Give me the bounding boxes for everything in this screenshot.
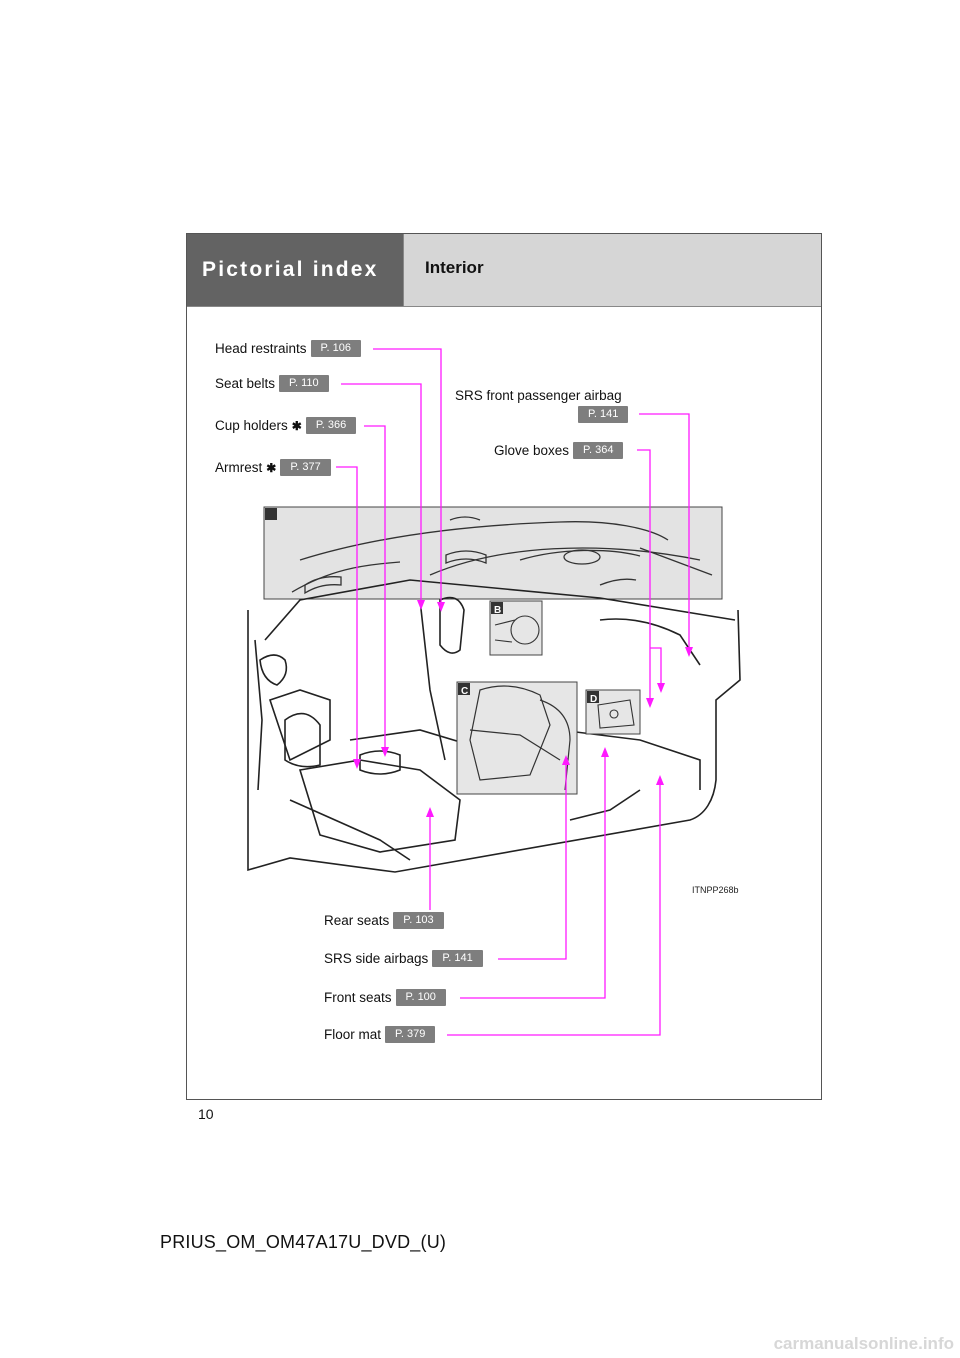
callout-label: Seat belts (215, 376, 276, 391)
page-ref-badge: P. 141 (578, 406, 628, 423)
document-code: PRIUS_OM_OM47A17U_DVD_(U) (160, 1232, 447, 1252)
watermark: carmanualsonline.info (773, 1334, 954, 1353)
inset-d-marker: D (590, 694, 598, 705)
page-ref-badge: P. 110 (279, 375, 329, 392)
callout-front-seats (324, 989, 446, 1006)
callout-label: SRS side airbags (324, 951, 429, 966)
page-ref-badge: P. 141 (432, 950, 482, 967)
callout-cup-holders (215, 417, 356, 434)
callout-label: Front seats (324, 990, 392, 1005)
inset-c-marker: C (461, 686, 469, 697)
callout-label: Cup holders (215, 418, 288, 433)
callout-label: Glove boxes (494, 443, 570, 458)
page-ref-badge: P. 364 (573, 442, 623, 459)
inset-b-marker: B (494, 605, 502, 616)
callout-srs-side-airbags (324, 950, 483, 967)
optional-equipment-mark: ✱ (291, 418, 302, 433)
callout-floor-mat (324, 1026, 435, 1043)
section-title: Pictorial index (187, 234, 403, 306)
callout-srs-front-passenger-airbag-page (578, 406, 628, 423)
callout-label: Rear seats (324, 913, 390, 928)
callout-label: Armrest (215, 460, 263, 475)
page-ref-badge: P. 106 (311, 340, 361, 357)
callout-rear-seats (324, 912, 444, 929)
callout-armrest (215, 459, 331, 476)
callout-label: Head restraints (215, 341, 307, 356)
page-ref-badge: P. 103 (393, 912, 443, 929)
subsection-title: Interior (403, 234, 821, 306)
optional-equipment-mark: ✱ (266, 460, 277, 475)
page-number: 10 (198, 1106, 214, 1122)
callout-label: Floor mat (324, 1027, 382, 1042)
callout-seat-belts (215, 375, 329, 392)
page-ref-badge: P. 366 (306, 417, 356, 434)
leader-floor-mat (447, 780, 660, 1035)
callout-glove-boxes (494, 442, 623, 459)
callout-head-restraints (215, 340, 361, 357)
page-ref-badge: P. 379 (385, 1026, 435, 1043)
page-ref-badge: P. 377 (280, 459, 330, 476)
page-ref-badge: P. 100 (396, 989, 446, 1006)
callout-label: SRS front passenger airbag (455, 388, 622, 403)
illustration-code: ITNPP268b (692, 885, 739, 895)
callout-srs-front-passenger-airbag-label (455, 388, 622, 403)
